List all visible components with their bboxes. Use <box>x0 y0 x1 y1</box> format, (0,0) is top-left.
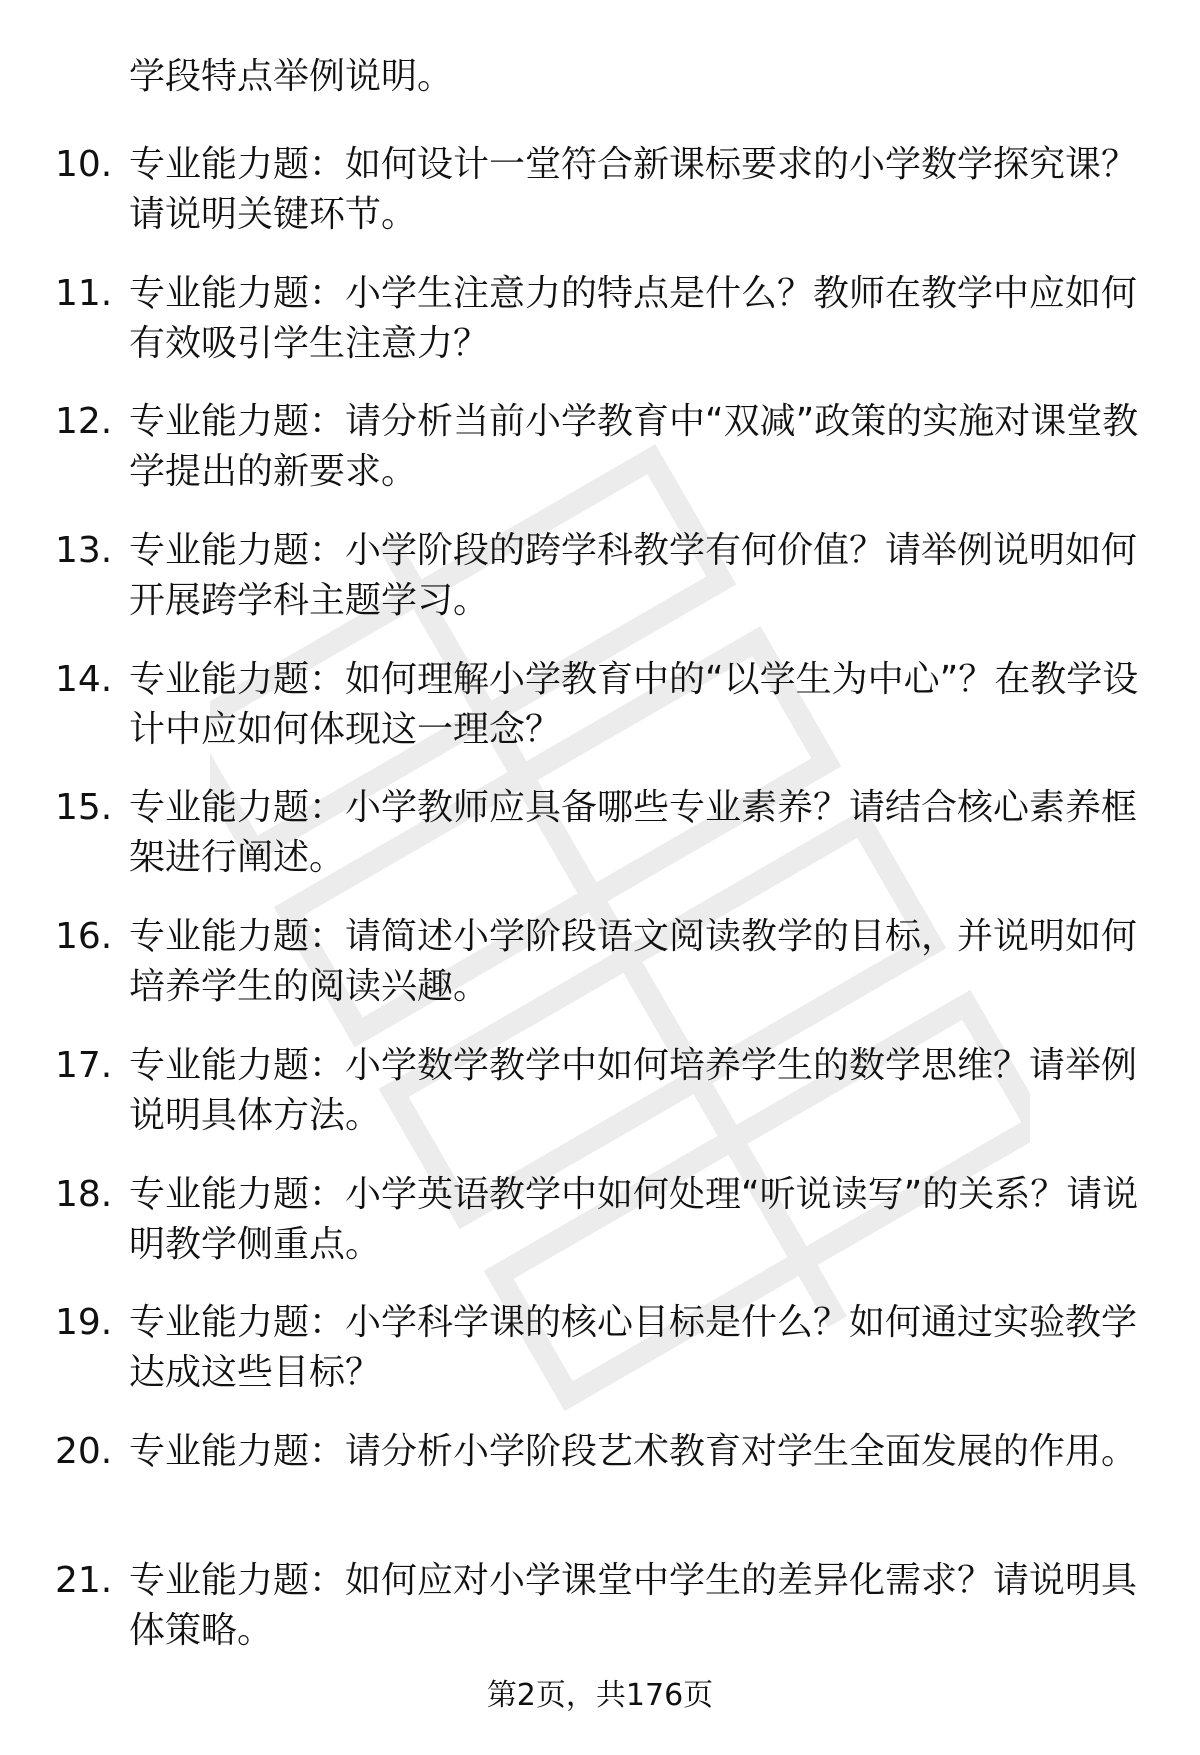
question-text: 专业能力题：小学数学教学中如何培养学生的数学思维？请举例说明具体方法。 <box>129 1044 1138 1136</box>
page-footer: 第2页，共176页 <box>486 1678 714 1713</box>
question-number: 21. <box>55 1559 113 1601</box>
question-number: 19. <box>55 1302 113 1344</box>
question-text: 专业能力题：如何设计一堂符合新课标要求的小学数学探究课？请说明关键环节。 <box>129 144 1138 235</box>
question-number: 13. <box>55 530 113 572</box>
question-number: 15. <box>55 787 113 829</box>
question-number: 17. <box>55 1044 113 1086</box>
question-text: 专业能力题：请分析小学阶段艺术教育对学生全面发展的作用。 <box>129 1430 1138 1472</box>
question-text: 专业能力题：如何理解小学教育中的“以学生为中心”？在教学设计中应如何体现这一理念？ <box>129 658 1139 750</box>
question-number: 10. <box>55 144 113 185</box>
question-text: 专业能力题：请简述小学阶段语文阅读教学的目标，并说明如何培养学生的阅读兴趣。 <box>129 916 1138 1008</box>
list-item <box>0 655 1200 784</box>
list-item <box>0 1170 1200 1299</box>
question-number: 14. <box>55 658 113 700</box>
list-item <box>0 1298 1200 1427</box>
question-text: 专业能力题：小学教师应具备哪些专业素养？请结合核心素养框架进行阐述。 <box>129 787 1138 879</box>
list-item <box>0 269 1200 398</box>
list-item <box>0 140 1200 269</box>
question-number: 16. <box>55 916 113 958</box>
question-text: 专业能力题：请分析当前小学教育中“双减”政策的实施对课堂教学提出的新要求。 <box>129 401 1139 493</box>
list-item <box>0 1427 1200 1556</box>
question-number: 12. <box>55 401 113 443</box>
question-text: 专业能力题：小学英语教学中如何处理“听说读写”的关系？请说明教学侧重点。 <box>129 1173 1139 1265</box>
list-item <box>0 526 1200 655</box>
list-item <box>0 912 1200 1041</box>
question-text: 专业能力题：小学科学课的核心目标是什么？如何通过实验教学达成这些目标？ <box>129 1302 1138 1394</box>
question-number: 11. <box>55 272 113 314</box>
list-item <box>0 397 1200 526</box>
question-text: 专业能力题：如何应对小学课堂中学生的差异化需求？请说明具体策略。 <box>129 1559 1138 1651</box>
question-number: 18. <box>55 1173 113 1215</box>
question-text: 专业能力题：小学生注意力的特点是什么？教师在教学中应如何有效吸引学生注意力？ <box>129 272 1138 364</box>
list-item <box>0 1556 1200 1685</box>
question-text: 专业能力题：小学阶段的跨学科教学有何价值？请举例说明如何开展跨学科主题学习。 <box>129 530 1138 622</box>
question-list <box>0 140 1200 1684</box>
continuation-text: 学段特点举例说明。 <box>129 56 454 97</box>
list-item <box>0 1041 1200 1170</box>
list-item <box>0 783 1200 912</box>
question-number: 20. <box>55 1430 113 1472</box>
